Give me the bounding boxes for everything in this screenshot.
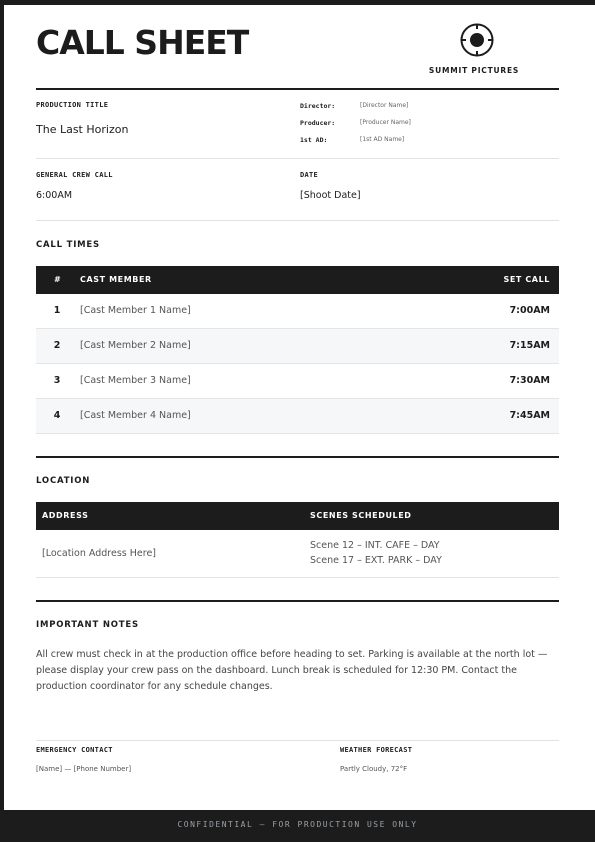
table-row xyxy=(36,364,559,399)
table-row xyxy=(36,294,559,329)
crosshair-target-icon xyxy=(460,23,494,57)
column-header-cast-member: CAST MEMBER xyxy=(80,275,152,284)
notes-title: IMPORTANT NOTES xyxy=(36,620,139,630)
column-header-address: ADDRESS xyxy=(42,511,89,520)
set-call-time: 7:45AM xyxy=(509,410,550,421)
header-divider xyxy=(36,88,559,90)
cast-member-name: [Cast Member 3 Name] xyxy=(80,375,191,386)
call-times-header xyxy=(36,266,559,294)
scene-item: Scene 12 – INT. CAFE – DAY xyxy=(310,540,440,551)
producer-label: Producer: xyxy=(300,119,336,127)
call-times-title: CALL TIMES xyxy=(36,240,100,250)
weather-forecast-value: Partly Cloudy, 72°F xyxy=(340,765,408,773)
emergency-contact-label: EMERGENCY CONTACT xyxy=(36,746,113,754)
crew-call-value: 6:00AM xyxy=(36,190,73,201)
table-row xyxy=(36,329,559,364)
column-header-set-call: SET CALL xyxy=(503,275,550,284)
scene-item: Scene 17 – EXT. PARK – DAY xyxy=(310,555,442,566)
location-title: LOCATION xyxy=(36,476,91,486)
notes-text: All crew must check in at the production office before heading to set. Parking is available at the north lot — please display your crew pass on the dashboard. Lunch break is scheduled for 12:30 PM. Contact the production coordinator for any schedule changes. xyxy=(36,649,548,692)
director-value: [Director Name] xyxy=(360,102,409,109)
set-call-time: 7:00AM xyxy=(509,305,550,316)
set-call-time: 7:30AM xyxy=(509,375,550,386)
section-divider xyxy=(36,600,559,602)
date-label: DATE xyxy=(300,171,319,179)
cast-member-name: [Cast Member 1 Name] xyxy=(80,305,191,316)
producer-value: [Producer Name] xyxy=(360,119,411,126)
location-row xyxy=(36,530,559,578)
location-address: [Location Address Here] xyxy=(42,548,156,559)
divider xyxy=(36,220,559,221)
cast-member-name: [Cast Member 2 Name] xyxy=(80,340,191,351)
row-number: 3 xyxy=(53,375,61,386)
emergency-contact-value: [Name] — [Phone Number] xyxy=(36,765,132,773)
call-sheet-page xyxy=(4,5,595,810)
production-title-label: PRODUCTION TITLE xyxy=(36,101,109,109)
crew-call-label: GENERAL CREW CALL xyxy=(36,171,113,179)
divider xyxy=(36,158,559,159)
first-ad-value: [1st AD Name] xyxy=(360,136,405,143)
column-header-number: # xyxy=(54,275,62,284)
table-row xyxy=(36,399,559,434)
weather-forecast-label: WEATHER FORECAST xyxy=(340,746,413,754)
confidential-footer: CONFIDENTIAL — FOR PRODUCTION USE ONLY xyxy=(177,820,418,829)
cast-member-name: [Cast Member 4 Name] xyxy=(80,410,191,421)
first-ad-label: 1st AD: xyxy=(300,136,328,144)
location-header xyxy=(36,502,559,530)
section-divider xyxy=(36,456,559,458)
row-number: 2 xyxy=(53,340,61,351)
set-call-time: 7:15AM xyxy=(509,340,550,351)
director-label: Director: xyxy=(300,102,336,110)
production-title-value: The Last Horizon xyxy=(36,123,129,136)
row-number: 4 xyxy=(53,410,61,421)
row-number: 1 xyxy=(53,305,61,316)
column-header-scenes: SCENES SCHEDULED xyxy=(310,511,412,520)
page-title: CALL SHEET xyxy=(36,23,249,62)
divider xyxy=(36,740,559,741)
date-value: [Shoot Date] xyxy=(300,190,361,201)
company-name: SUMMIT PICTURES xyxy=(428,66,520,75)
